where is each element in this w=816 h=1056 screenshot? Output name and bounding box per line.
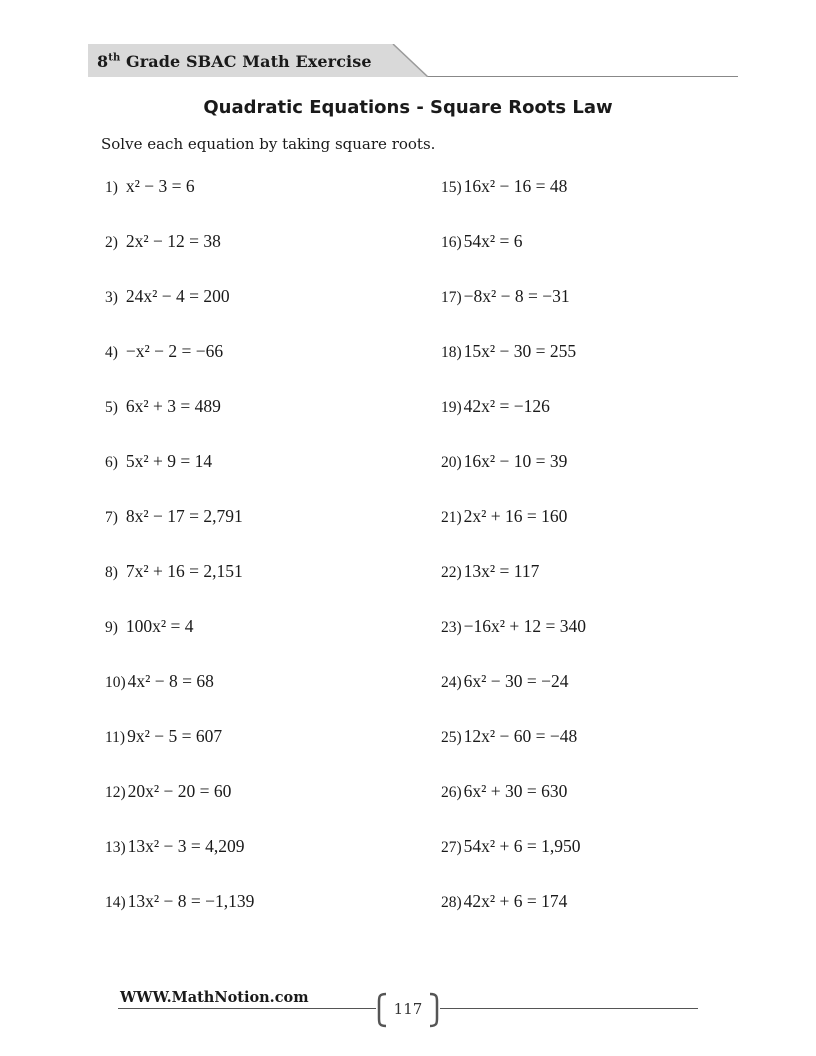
problem-item (105, 175, 195, 197)
header-rule (428, 76, 738, 77)
problem-number: 12) (105, 784, 126, 801)
problem-item (105, 285, 230, 307)
problem-equation: 54x² = 6 (463, 231, 523, 251)
problem-number: 15) (441, 179, 462, 196)
problem-item (441, 340, 576, 362)
problem-item (105, 395, 221, 417)
problem-item (441, 450, 567, 472)
problem-number: 4) (105, 344, 118, 361)
problem-equation: 8x² − 17 = 2,791 (125, 506, 243, 526)
problem-item (105, 450, 212, 472)
problem-number: 13) (105, 839, 126, 856)
problem-number: 1) (105, 179, 118, 196)
header-grade: 8 (97, 52, 109, 71)
problem-equation: 9x² − 5 = 607 (127, 726, 223, 746)
problem-number: 22) (441, 564, 462, 581)
problem-item (105, 340, 223, 362)
problem-number: 25) (441, 729, 462, 746)
problem-equation: 15x² − 30 = 255 (463, 341, 577, 361)
problem-number: 18) (441, 344, 462, 361)
problem-equation: 20x² − 20 = 60 (127, 781, 232, 801)
problem-number: 11) (105, 729, 126, 746)
problem-equation: −16x² + 12 = 340 (463, 616, 587, 636)
problem-number: 21) (441, 509, 462, 526)
problem-equation: −8x² − 8 = −31 (463, 286, 570, 306)
problem-item (441, 670, 569, 692)
problem-item (441, 890, 567, 912)
problem-equation: 42x² + 6 = 174 (463, 891, 568, 911)
problem-equation: 12x² − 60 = −48 (463, 726, 578, 746)
problem-item (441, 285, 570, 307)
problem-item (441, 230, 523, 252)
problem-number: 7) (105, 509, 118, 526)
problem-equation: 6x² − 30 = −24 (463, 671, 569, 691)
problem-number: 3) (105, 289, 118, 306)
problem-equation: 13x² − 3 = 4,209 (127, 836, 245, 856)
problem-equation: 13x² = 117 (463, 561, 540, 581)
page-title: Quadratic Equations - Square Roots Law (203, 97, 613, 118)
problem-number: 27) (441, 839, 462, 856)
problem-item (105, 615, 194, 637)
problem-number: 19) (441, 399, 462, 416)
problem-item (105, 725, 222, 747)
problem-item (441, 780, 567, 802)
problem-item (441, 395, 550, 417)
problem-equation: 5x² + 9 = 14 (125, 451, 213, 471)
problem-item (441, 560, 539, 582)
problem-item (105, 505, 243, 527)
problem-number: 28) (441, 894, 462, 911)
problem-number: 5) (105, 399, 118, 416)
problem-number: 10) (105, 674, 126, 691)
problem-equation: 16x² − 10 = 39 (463, 451, 568, 471)
problem-item (441, 615, 586, 637)
header-title-text: Grade SBAC Math Exercise (120, 52, 372, 71)
problem-equation: 7x² + 16 = 2,151 (125, 561, 243, 581)
footer-rule-right (440, 1008, 698, 1009)
instructions: Solve each equation by taking square roots. (101, 135, 436, 153)
problem-equation: 100x² = 4 (125, 616, 194, 636)
problem-number: 8) (105, 564, 118, 581)
page-number: 117 (393, 1000, 423, 1018)
problem-item (105, 230, 221, 252)
problem-equation: 13x² − 8 = −1,139 (127, 891, 255, 911)
problem-number: 14) (105, 894, 126, 911)
problem-number: 2) (105, 234, 118, 251)
problem-equation: 54x² + 6 = 1,950 (463, 836, 581, 856)
problem-equation: x² − 3 = 6 (125, 176, 195, 196)
problem-equation: 6x² + 3 = 489 (125, 396, 221, 416)
problem-number: 24) (441, 674, 462, 691)
problem-equation: 6x² + 30 = 630 (463, 781, 568, 801)
problem-equation: −x² − 2 = −66 (125, 341, 224, 361)
problem-item (105, 780, 231, 802)
problem-equation: 4x² − 8 = 68 (127, 671, 214, 691)
problem-equation: 2x² − 12 = 38 (125, 231, 221, 251)
problem-item (105, 835, 245, 857)
page-number-box (376, 992, 440, 1028)
problem-equation: 24x² − 4 = 200 (125, 286, 230, 306)
problem-number: 17) (441, 289, 462, 306)
footer-url[interactable]: WWW.MathNotion.com (120, 989, 309, 1006)
problem-equation: 2x² + 16 = 160 (463, 506, 568, 526)
problem-item (105, 890, 254, 912)
problem-item (441, 505, 567, 527)
problem-item (105, 670, 214, 692)
problem-item (105, 560, 243, 582)
problem-number: 20) (441, 454, 462, 471)
problem-item (441, 725, 577, 747)
problem-number: 6) (105, 454, 118, 471)
header-title (97, 52, 372, 71)
footer-rule-left (118, 1008, 376, 1009)
problem-number: 26) (441, 784, 462, 801)
header-grade-suffix: th (108, 52, 121, 64)
problem-item (441, 175, 567, 197)
problem-equation: 42x² = −126 (463, 396, 550, 416)
problem-item (441, 835, 581, 857)
problem-number: 16) (441, 234, 462, 251)
problem-equation: 16x² − 16 = 48 (463, 176, 568, 196)
problem-number: 9) (105, 619, 118, 636)
problem-number: 23) (441, 619, 462, 636)
